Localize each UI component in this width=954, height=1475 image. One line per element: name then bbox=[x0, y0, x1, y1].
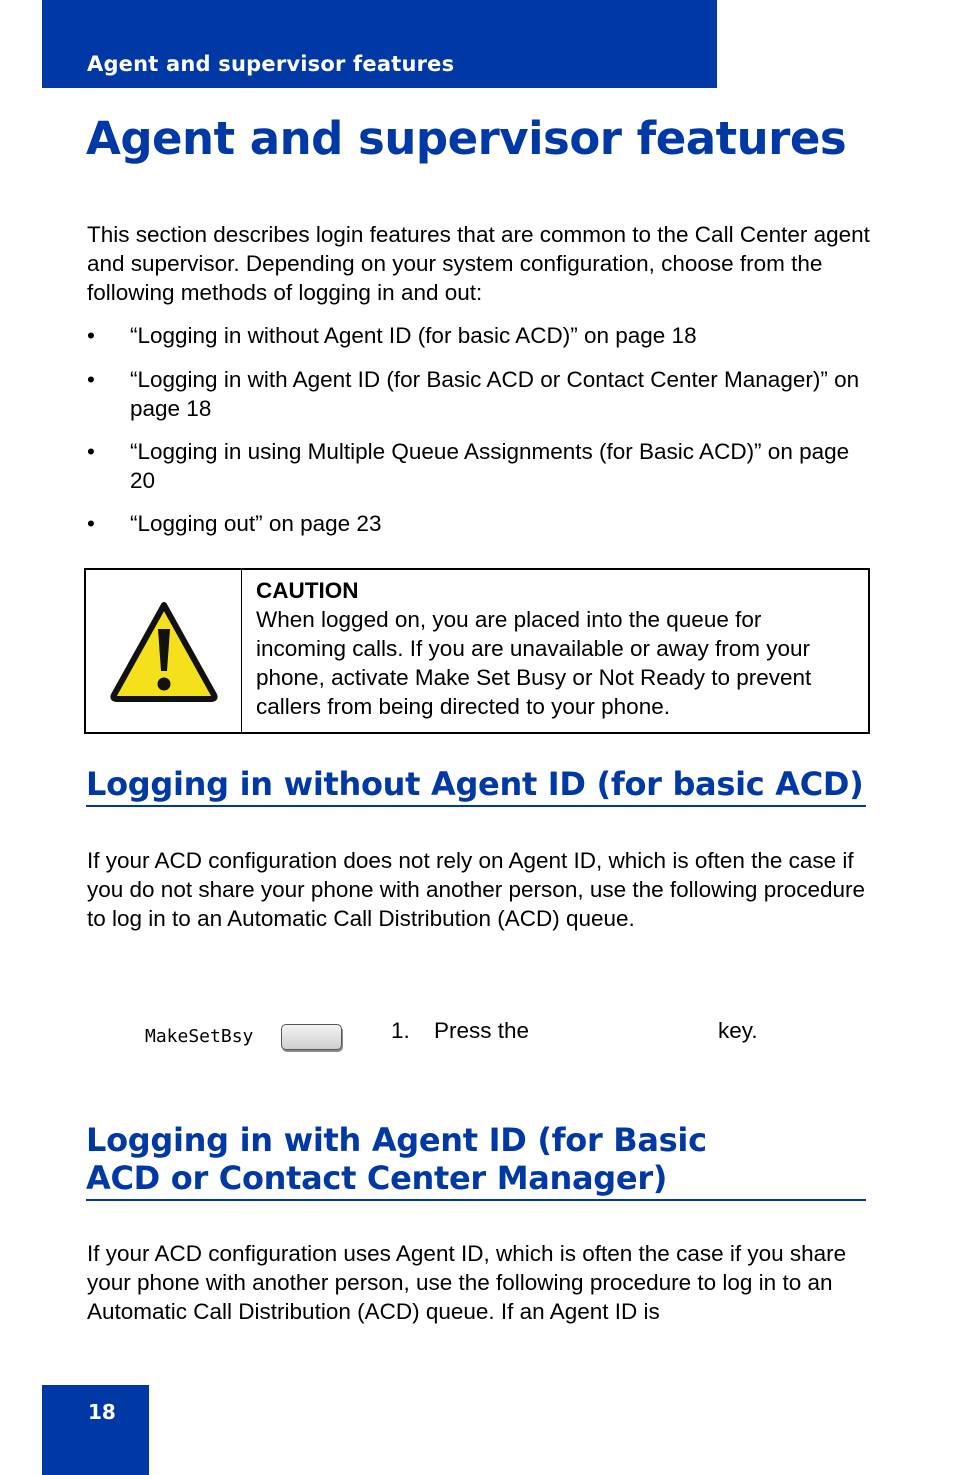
bullet-marker: • bbox=[87, 439, 95, 464]
bullet-text: “Logging in without Agent ID (for basic ACD)” on page 18 bbox=[130, 323, 697, 348]
section-heading-line: Logging in with Agent ID (for Basic bbox=[86, 1121, 707, 1159]
caution-text-cell bbox=[242, 570, 868, 732]
section-heading bbox=[86, 1121, 866, 1201]
bullet-text: “Logging in using Multiple Queue Assignments (for Basic ACD)” on page 20 bbox=[130, 439, 850, 493]
section-body: If your ACD configuration does not rely on Agent ID, which is often the case if you do not share your phone with another person, use the following procedure to log in to an Automatic Call Distribution (ACD) queue. bbox=[87, 848, 866, 931]
caution-icon-cell bbox=[86, 570, 242, 732]
intro-paragraph: This section describes login features that are common to the Call Center agent and supervisor. Depending on your system configuration, choose from the following methods of logging in and out: bbox=[87, 222, 870, 305]
running-header: Agent and supervisor features bbox=[87, 52, 455, 76]
bullet-marker: • bbox=[87, 367, 95, 392]
list-item bbox=[87, 509, 867, 538]
softkey-label: MakeSetBsy bbox=[145, 1026, 254, 1047]
list-item bbox=[87, 365, 867, 423]
section-heading-line: ACD or Contact Center Manager) bbox=[86, 1159, 668, 1197]
page-title: Agent and supervisor features bbox=[86, 112, 847, 165]
page-number: 18 bbox=[88, 1400, 116, 1424]
caution-heading: CAUTION bbox=[256, 578, 359, 603]
bullet-marker: • bbox=[87, 323, 95, 348]
header-bar bbox=[42, 0, 717, 88]
footer-bar bbox=[42, 1385, 149, 1475]
caution-text: When logged on, you are placed into the queue for incoming calls. If you are unavailable or away from your phone, activate Make Set Busy or Not Ready to prevent callers from being directed to your phone. bbox=[256, 607, 812, 719]
step-text-end: key. bbox=[718, 1018, 758, 1043]
bullet-marker: • bbox=[87, 511, 95, 536]
bullet-text: “Logging in with Agent ID (for Basic ACD or Contact Center Manager)” on page 18 bbox=[130, 367, 860, 421]
list-item bbox=[87, 437, 867, 495]
make-set-busy-softkey-button[interactable] bbox=[281, 1024, 342, 1050]
section-body: If your ACD configuration uses Agent ID, which is often the case if you share your phone with another person, use the following procedure to log in to an Automatic Call Distribution (ACD) queue. If an Agent ID is bbox=[87, 1241, 847, 1324]
section-heading: Logging in without Agent ID (for basic ACD) bbox=[86, 765, 866, 807]
caution-box bbox=[84, 568, 870, 734]
bullet-text: “Logging out” on page 23 bbox=[130, 511, 382, 536]
warning-triangle-icon bbox=[108, 599, 220, 703]
step-text: Press the bbox=[434, 1018, 530, 1043]
list-item bbox=[87, 321, 867, 350]
step-number: 1. bbox=[391, 1018, 410, 1043]
